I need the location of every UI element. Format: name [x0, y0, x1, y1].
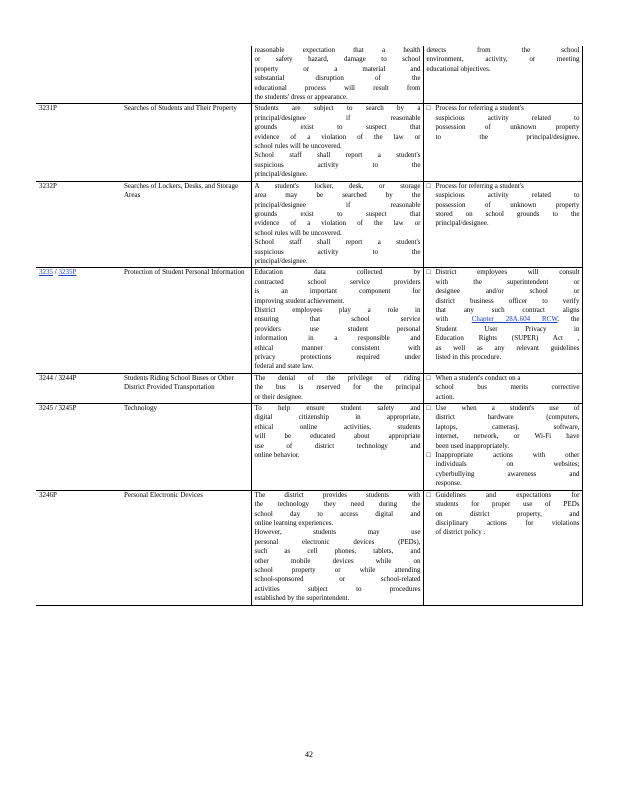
table-row: [36, 46, 582, 104]
summary-line: school rules will be uncovered.: [254, 142, 342, 151]
rcw-28a-604-link[interactable]: Chapter 28A.604 RCW: [471, 315, 558, 324]
bullet-item: [427, 404, 580, 451]
summary-line: ethical online activities, students: [254, 422, 421, 431]
summary-line: online behavior.: [254, 451, 300, 460]
bullet-item: [427, 491, 580, 538]
summary-line: privacy protections required under: [254, 353, 421, 361]
checkbox-bullet-icon: □: [426, 404, 431, 413]
note-line: to the principal/designee.: [435, 132, 580, 141]
bullet-item: [427, 268, 580, 362]
note-line: school bus merits corrective: [435, 383, 580, 392]
summary-line: online learning experiences.: [254, 518, 334, 527]
policy-title: Students Riding School Buses or Other District Provided Transportation: [121, 373, 251, 403]
note-line: individuals on websites;: [435, 460, 580, 469]
summary-line: suspicious activity to the: [254, 160, 421, 169]
policy-summary-cell: [251, 490, 423, 605]
policy-summary-cell: [251, 404, 423, 491]
bullet-item: [427, 104, 580, 142]
checkbox-bullet-icon: □: [426, 373, 431, 382]
policy-title: Technology: [121, 404, 251, 491]
note-line: educational objectives.: [426, 64, 491, 73]
summary-line: School staff shall report a student's: [254, 238, 421, 247]
note-line: with the superintendent or: [435, 277, 580, 286]
summary-line: School staff shall report a student's: [254, 151, 421, 160]
summary-line: Education data collected by: [254, 268, 421, 277]
summary-line: the technology they need during the: [254, 500, 421, 509]
summary-line: the students' dress or appearance.: [254, 93, 348, 102]
policy-code-cell: [36, 268, 121, 373]
policy-summary-cell: [251, 268, 423, 373]
summary-line: other mobile devices while on: [254, 556, 421, 565]
summary-line: educational process will result from: [254, 83, 421, 92]
policy-summary-cell: [251, 104, 423, 181]
note-line: principal/designee.: [435, 219, 489, 228]
note-line: on district property, and: [435, 509, 580, 518]
note-line: that any such contract aligns: [435, 305, 580, 314]
policy-notes-cell: [423, 268, 582, 373]
checkbox-bullet-icon: □: [426, 490, 431, 499]
note-text: , the: [557, 315, 580, 324]
policy-summary-cell: [251, 373, 423, 403]
summary-line: is an important component for: [254, 287, 421, 296]
note-line: District employees will consult: [435, 268, 580, 277]
policy-title-cell: [121, 46, 251, 104]
checkbox-bullet-icon: □: [426, 181, 431, 190]
note-line: listed in this procedure.: [435, 353, 502, 361]
note-text: with: [435, 315, 448, 324]
policy-code: 3245 / 3245P: [36, 404, 121, 491]
summary-line: However, students may use: [254, 528, 421, 537]
summary-line: substantial disruption of the: [254, 74, 421, 83]
note-line: action.: [435, 392, 455, 401]
policy-table: [36, 46, 583, 606]
table-row: [36, 268, 582, 373]
summary-line: To help ensure student safety and: [254, 404, 421, 413]
summary-line: evidence of a violation of the law or: [254, 132, 421, 141]
policy-code: 3231P: [36, 104, 121, 181]
table-row: [36, 373, 582, 403]
note-line: cyberbullying awareness and: [435, 469, 580, 478]
policy-code: 3244 / 3244P: [36, 373, 121, 403]
summary-line: ethical manner consistent with: [254, 343, 421, 352]
policy-3235-link[interactable]: 3235: [39, 268, 53, 277]
summary-line: providers use student personal: [254, 324, 421, 333]
summary-line: principal/designee.: [254, 170, 308, 179]
note-line: environment, activity, or meeting: [426, 55, 580, 64]
table-row: [36, 490, 582, 605]
note-line: possession of unknown property: [435, 200, 580, 209]
note-line: district hardware (computers,: [435, 413, 580, 422]
note-line: detects from the school: [426, 46, 580, 54]
summary-line: grounds exist to suspect that: [254, 209, 421, 218]
note-line: as well as any relevant guidelines: [435, 343, 580, 352]
note-line: Process for referring a student's: [435, 181, 524, 190]
policy-notes-cell: [423, 46, 582, 104]
summary-line: digital citizenship in appropriate,: [254, 413, 421, 422]
summary-line: will be educated about appropriate: [254, 432, 421, 441]
note-line: Student User Privacy in: [435, 324, 580, 333]
note-line: Process for referring a student's: [435, 104, 524, 113]
policy-notes-cell: [423, 373, 582, 403]
summary-line: or safety hazard, damage to school: [254, 55, 421, 64]
note-line: response.: [435, 479, 462, 488]
summary-line: school property or while attending: [254, 565, 421, 574]
policy-notes-cell: [423, 181, 582, 268]
policy-summary-cell: [251, 46, 423, 104]
note-line: suspicious activity related to: [435, 113, 580, 122]
note-line: designee and/or school or: [435, 287, 580, 296]
note-line: Guidelines and expectations for: [435, 490, 580, 499]
note-line: Inappropriate actions with other: [435, 451, 580, 460]
code-separator: /: [53, 268, 59, 277]
summary-line: suspicious activity to the: [254, 247, 421, 256]
table-row: [36, 404, 582, 491]
bullet-item: [427, 451, 580, 489]
summary-line: principal/designee if reasonable: [254, 200, 421, 209]
bullet-item: [427, 182, 580, 229]
bullet-item: [427, 374, 580, 402]
note-line: possession of unknown property: [435, 123, 580, 132]
summary-line: reasonable expectation that a health: [254, 46, 421, 54]
policy-title: Searches of Lockers, Desks, and Storage Areas: [121, 181, 251, 268]
policy-notes-cell: [423, 404, 582, 491]
table-row: [36, 181, 582, 268]
policy-title: Personal Electronic Devices: [121, 490, 251, 605]
summary-line: information in a responsible and: [254, 334, 421, 343]
note-line: [436, 315, 580, 324]
summary-line: school-sponsored or school-related: [254, 575, 421, 584]
summary-line: area may be searched by the: [254, 191, 421, 200]
summary-line: The district provides students with: [254, 490, 421, 499]
policy-title: Protection of Student Personal Information: [121, 268, 251, 373]
procedure-3235p-link[interactable]: 3235P: [58, 268, 77, 277]
summary-line: such as cell phones, tablets, and: [254, 547, 421, 556]
page-number: 42: [305, 750, 313, 759]
summary-line: school rules will be uncovered.: [254, 228, 342, 237]
policy-notes-cell: [423, 490, 582, 605]
summary-line: personal electronic devices (PEDs),: [254, 537, 421, 546]
summary-line: improving student achievement.: [254, 296, 345, 305]
policy-code: 3246P: [36, 490, 121, 605]
policy-code-cell: [36, 46, 121, 104]
checkbox-bullet-icon: □: [426, 451, 431, 460]
summary-line: The denial of the privilege of riding: [254, 373, 421, 382]
summary-line: contracted school service providers: [254, 277, 421, 286]
note-line: laptops, cameras), software,: [435, 422, 580, 431]
summary-line: federal and state law.: [254, 362, 314, 371]
summary-line: activities subject to procedures: [254, 584, 421, 593]
note-line: Education Rights (SUPER) Act ,: [435, 334, 580, 343]
summary-line: property or a material and: [254, 64, 421, 73]
note-line: students for proper use of PEDs: [435, 500, 580, 509]
summary-line: evidence of a violation of the law or: [254, 219, 421, 228]
note-line: Use when a student's use of: [435, 404, 580, 413]
note-line: been used inappropriately.: [435, 441, 510, 450]
summary-line: Students are subject to search by a: [254, 104, 421, 113]
note-line: of district policy .: [435, 528, 486, 537]
checkbox-bullet-icon: □: [426, 268, 431, 277]
summary-line: school day to access digital and: [254, 509, 421, 518]
summary-line: the bus is reserved for the principal: [254, 383, 421, 392]
summary-line: ensuring that school service: [254, 315, 421, 324]
note-line: internet, network, or Wi-Fi have: [435, 432, 580, 441]
note-line: When a student's conduct on a: [435, 373, 521, 382]
summary-line: established by the superintendent.: [254, 594, 350, 603]
policy-code: 3232P: [36, 181, 121, 268]
policy-notes-cell: [423, 104, 582, 181]
checkbox-bullet-icon: □: [426, 104, 431, 113]
summary-line: A student's locker, desk, or storage: [254, 181, 421, 190]
summary-line: District employees play a role in: [254, 305, 421, 314]
note-line: district business officer to verify: [435, 296, 580, 305]
note-line: suspicious activity related to: [435, 191, 580, 200]
policy-title: Searches of Students and Their Property: [121, 104, 251, 181]
note-line: stored on school grounds to the: [435, 209, 580, 218]
summary-line: or their designee.: [254, 392, 303, 401]
summary-line: use of district technology and: [254, 441, 421, 450]
policy-summary-cell: [251, 181, 423, 268]
summary-line: grounds exist to suspect that: [254, 123, 421, 132]
summary-line: principal/designee if reasonable: [254, 113, 421, 122]
table-row: [36, 104, 582, 181]
summary-line: principal/designee.: [254, 256, 308, 265]
note-line: disciplinary actions for violations: [435, 518, 580, 527]
